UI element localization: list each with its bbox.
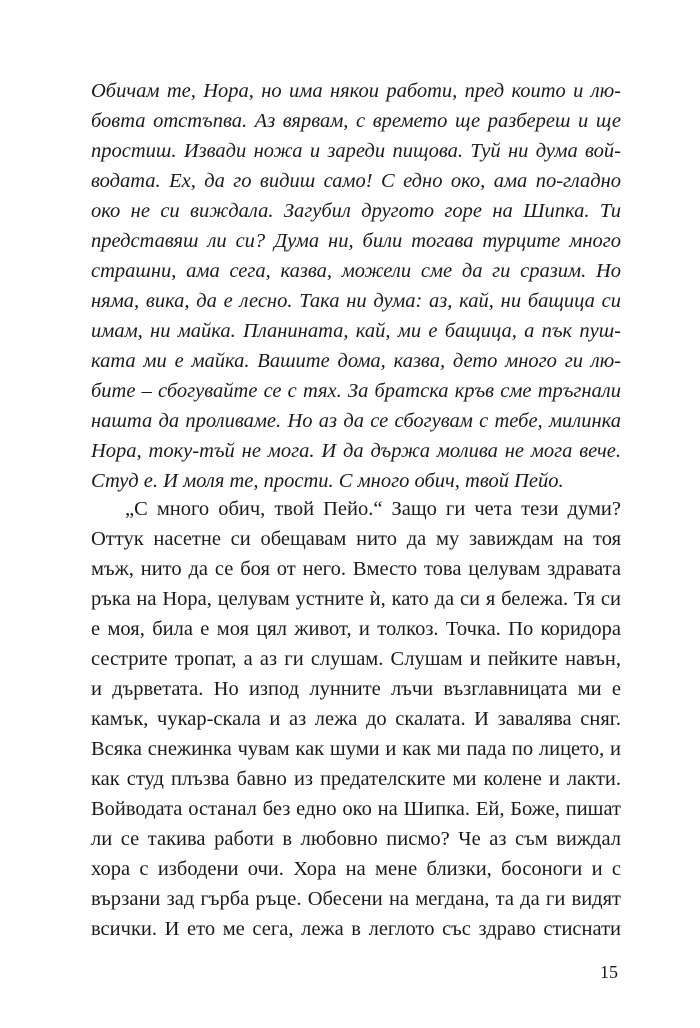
text-line: ръка на Нора, целувам устните ѝ, като да си я бележа. Тя си bbox=[91, 588, 621, 610]
text-line: е моя, била е моя цял живот, и толкоз. Точка. По коридора bbox=[91, 618, 621, 640]
text-line: имам, ни майка. Планината, кай, ми е бащица, а пък пуш- bbox=[91, 320, 621, 342]
text-line: простиш. Извади ножа и зареди пищова. Туй ни дума вой- bbox=[91, 140, 621, 162]
text-line: вързани зад гърба ръце. Обесени на мегдана, та да ги видят bbox=[91, 888, 621, 910]
text-line: сестрите тропат, а аз ги слушам. Слушам и пейките навън, bbox=[91, 648, 621, 670]
text-line: Войводата останал без едно око на Шипка. Ей, Боже, пишат bbox=[91, 798, 621, 820]
text-line: хора с избодени очи. Хора на мене близки, босоноги и с bbox=[91, 858, 621, 880]
text-line: „С много обич, твой Пейо.“ Защо ги чета тези думи? bbox=[125, 498, 621, 520]
text-line: бовта отстъпва. Аз вярвам, с времето ще разбереш и ще bbox=[91, 110, 621, 132]
text-line: Обичам те, Нора, но има някои работи, пред които и лю- bbox=[91, 80, 621, 102]
narrative-paragraph bbox=[91, 494, 621, 944]
text-line: ката ми е майка. Вашите дома, казва, дето много ги лю- bbox=[91, 350, 621, 372]
text-line: нашта да проливаме. Но аз да се сбогувам с тебе, милинка bbox=[91, 410, 621, 432]
text-line: Студ е. И моля те, прости. С много обич, твой Пейо. bbox=[91, 470, 564, 492]
text-line: всички. И ето ме сега, лежа в леглото със здраво стиснати bbox=[91, 918, 621, 940]
text-line: водата. Ех, да го видиш само! С едно око, ама по-гладно bbox=[91, 170, 621, 192]
text-line: как студ плъзва бавно из предателските ми колене и лакти. bbox=[91, 768, 621, 790]
text-line: представяш ли си? Дума ни, били тогава турците много bbox=[91, 230, 621, 252]
text-line: Оттук насетне си обещавам нито да му завиждам на тоя bbox=[91, 528, 621, 550]
text-line: няма, вика, да е лесно. Така ни дума: аз, кай, ни бащица си bbox=[91, 290, 621, 312]
text-line: око не си виждала. Загубил другото горе на Шипка. Ти bbox=[91, 200, 621, 222]
page-number: 15 bbox=[600, 962, 618, 982]
text-line: Всяка снежинка чувам как шуми и как ми пада по лицето, и bbox=[91, 738, 621, 760]
text-line: бите – сбогувайте се с тях. За братска кръв сме тръгнали bbox=[91, 380, 621, 402]
letter-paragraph bbox=[91, 76, 621, 496]
text-line: страшни, ама сега, казва, можели сме да ги сразим. Но bbox=[91, 260, 621, 282]
text-line: камък, чукар-скала и аз лежа до скалата. И завалява сняг. bbox=[91, 708, 621, 730]
text-line: ли се такива работи в любовно писмо? Че аз съм виждал bbox=[91, 828, 621, 850]
text-line: и дърветата. Но изпод лунните лъчи възглавницата ми е bbox=[91, 678, 621, 700]
text-line: мъж, нито да се боя от него. Вместо това целувам здравата bbox=[91, 558, 621, 580]
text-line: Нора, току-тъй не мога. И да държа молива не мога вече. bbox=[91, 440, 621, 462]
